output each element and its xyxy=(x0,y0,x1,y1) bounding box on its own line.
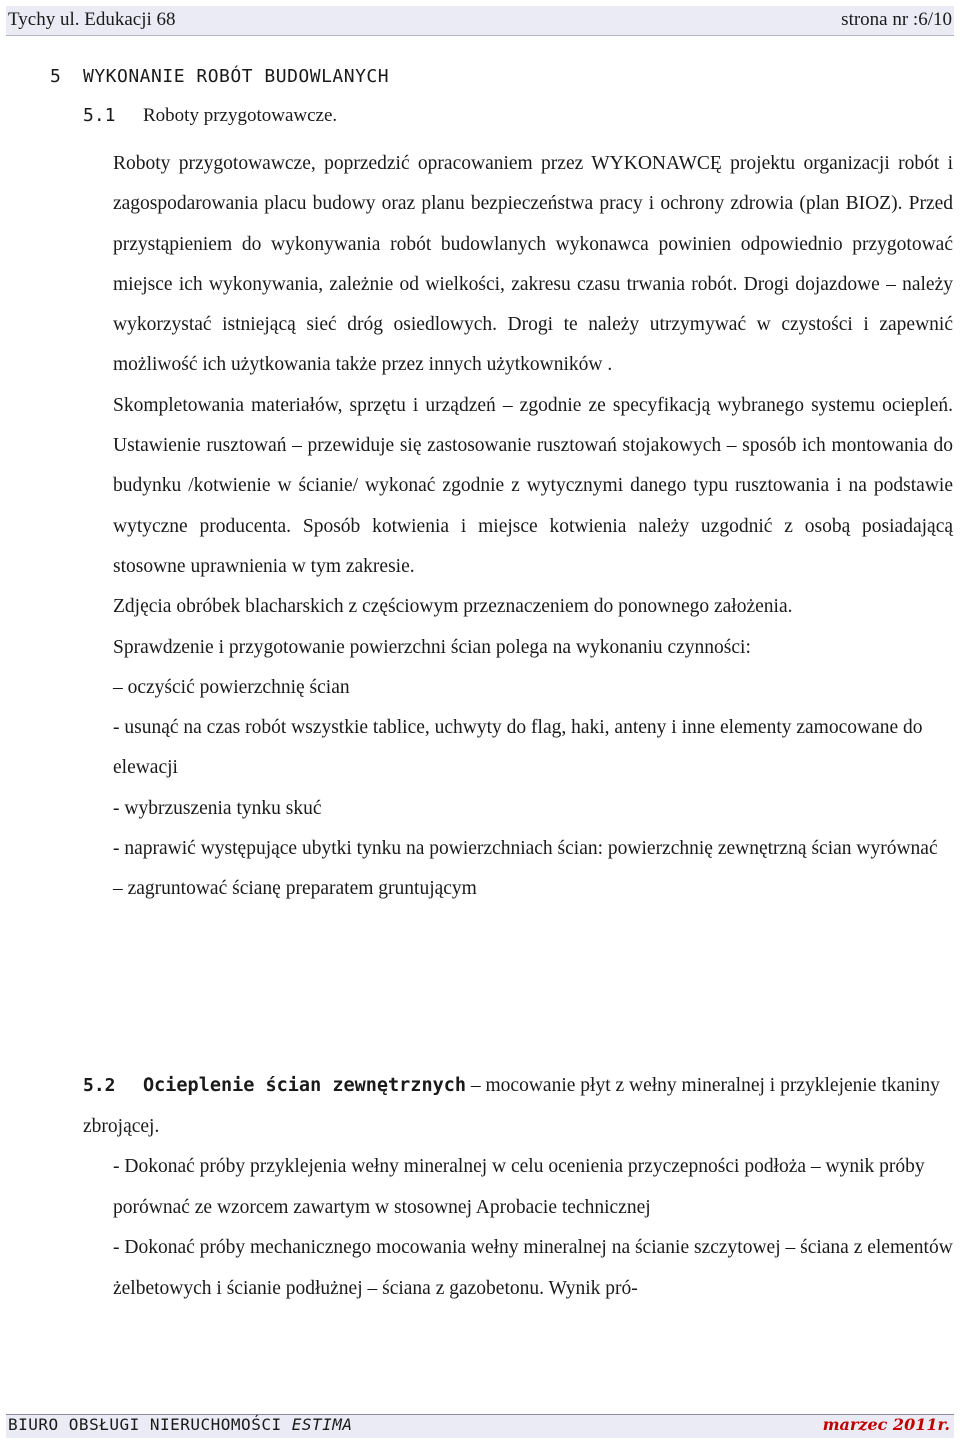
list-item: - usunąć na czas robót wszystkie tablice, uchwyty do flag, haki, anteny i inne elementy zamocowane do elewacji xyxy=(113,717,923,779)
page-footer xyxy=(6,1414,954,1438)
page-header xyxy=(6,6,954,36)
footer-company-name: BIURO OBSŁUGI NIERUCHOMOŚCI xyxy=(8,1415,282,1434)
section-5-title: WYKONANIE ROBÓT BUDOWLANYCH xyxy=(83,66,390,87)
section-5-2 xyxy=(83,1066,953,1309)
footer-company xyxy=(8,1415,353,1434)
list-item: - Dokonać próby przyklejenia wełny mineralnej w celu ocenienia przyczepności podłoża – wynik próby porównać ze wzorcem zawartym w stosownej Aprobacie technicznej xyxy=(113,1156,925,1218)
section-5-number: 5 xyxy=(50,66,62,87)
footer-company-brand: ESTIMA xyxy=(291,1415,353,1434)
header-address: Tychy ul. Edukacji 68 xyxy=(8,9,176,30)
section-5-2-number: 5.2 xyxy=(83,1075,116,1096)
section-5-1-number: 5.1 xyxy=(83,105,116,126)
paragraph: Roboty przygotowawcze, poprzedzić opracowaniem przez WYKONAWCĘ projektu organizacji robót i zagospodarowania placu budowy oraz planu bezpieczeństwa pracy i ochrony zdrowia (plan BIOZ). Przed przystąpieniem do wykonywania robót budowlanych wykonawca powinien odpowiednio przygotować miejsce ich wykonywania, zależnie od wielkości, zakresu czasu trwania robót. Drogi dojazdowe – należy wykorzystać istniejącą sieć dróg osiedlowych. Drogi te należy utrzymywać w czystości i zapewnić możliwość ich użytkowania także przez innych użytkowników . xyxy=(113,153,953,376)
section-5-2-title: Ocieplenie ścian zewnętrznych xyxy=(143,1075,467,1096)
paragraph: Skompletowania materiałów, sprzętu i urządzeń – zgodnie ze specyfikacją wybranego systemu ociepleń. Ustawienie rusztowań – przewiduje się zastosowanie rusztowań stojakowych – sposób ich montowania do budynku /kotwienie w ścianie/ wykonać zgodnie z wytycznymi danego typu rusztowania i na podstawie wytyczne producenta. Sposób kotwienia i miejsce kotwienia należy uzgodnić z osobą posiadającą stosowne uprawnienia w tym zakresie. xyxy=(113,394,953,577)
header-page-number: strona nr :6/10 xyxy=(841,9,952,30)
section-5-2-title-rest: – mocowanie płyt z wełny mineralnej i przyklejenie tkaniny zbrojącej. xyxy=(83,1075,940,1137)
paragraph: Zdjęcia obróbek blacharskich z częściowym przeznaczeniem do ponownego założenia. xyxy=(113,596,793,618)
section-5-1-title: Roboty przygotowawcze. xyxy=(143,105,338,126)
section-5-heading xyxy=(50,66,389,87)
paragraph: Sprawdzenie i przygotowanie powierzchni ścian polega na wykonaniu czynności: xyxy=(113,636,751,658)
list-item: – oczyścić powierzchnię ścian xyxy=(113,676,350,698)
section-5-1-heading xyxy=(83,105,337,127)
list-item: - naprawić występujące ubytki tynku na powierzchniach ścian: powierzchnię zewnętrzną ścian wyrównać xyxy=(113,838,938,860)
list-item: – zagruntować ścianę preparatem gruntującym xyxy=(113,878,477,900)
list-item: - Dokonać próby mechanicznego mocowania wełny mineralnej na ścianie szczytowej – ściana z elementów żelbetowych i ścianie podłużnej – ściana z gazobetonu. Wynik pró- xyxy=(113,1237,953,1299)
list-item: - wybrzuszenia tynku skuć xyxy=(113,797,322,819)
section-5-2-heading xyxy=(83,1066,953,1147)
section-5-1-body xyxy=(113,144,953,910)
footer-date: marzec 2011r. xyxy=(822,1415,950,1434)
